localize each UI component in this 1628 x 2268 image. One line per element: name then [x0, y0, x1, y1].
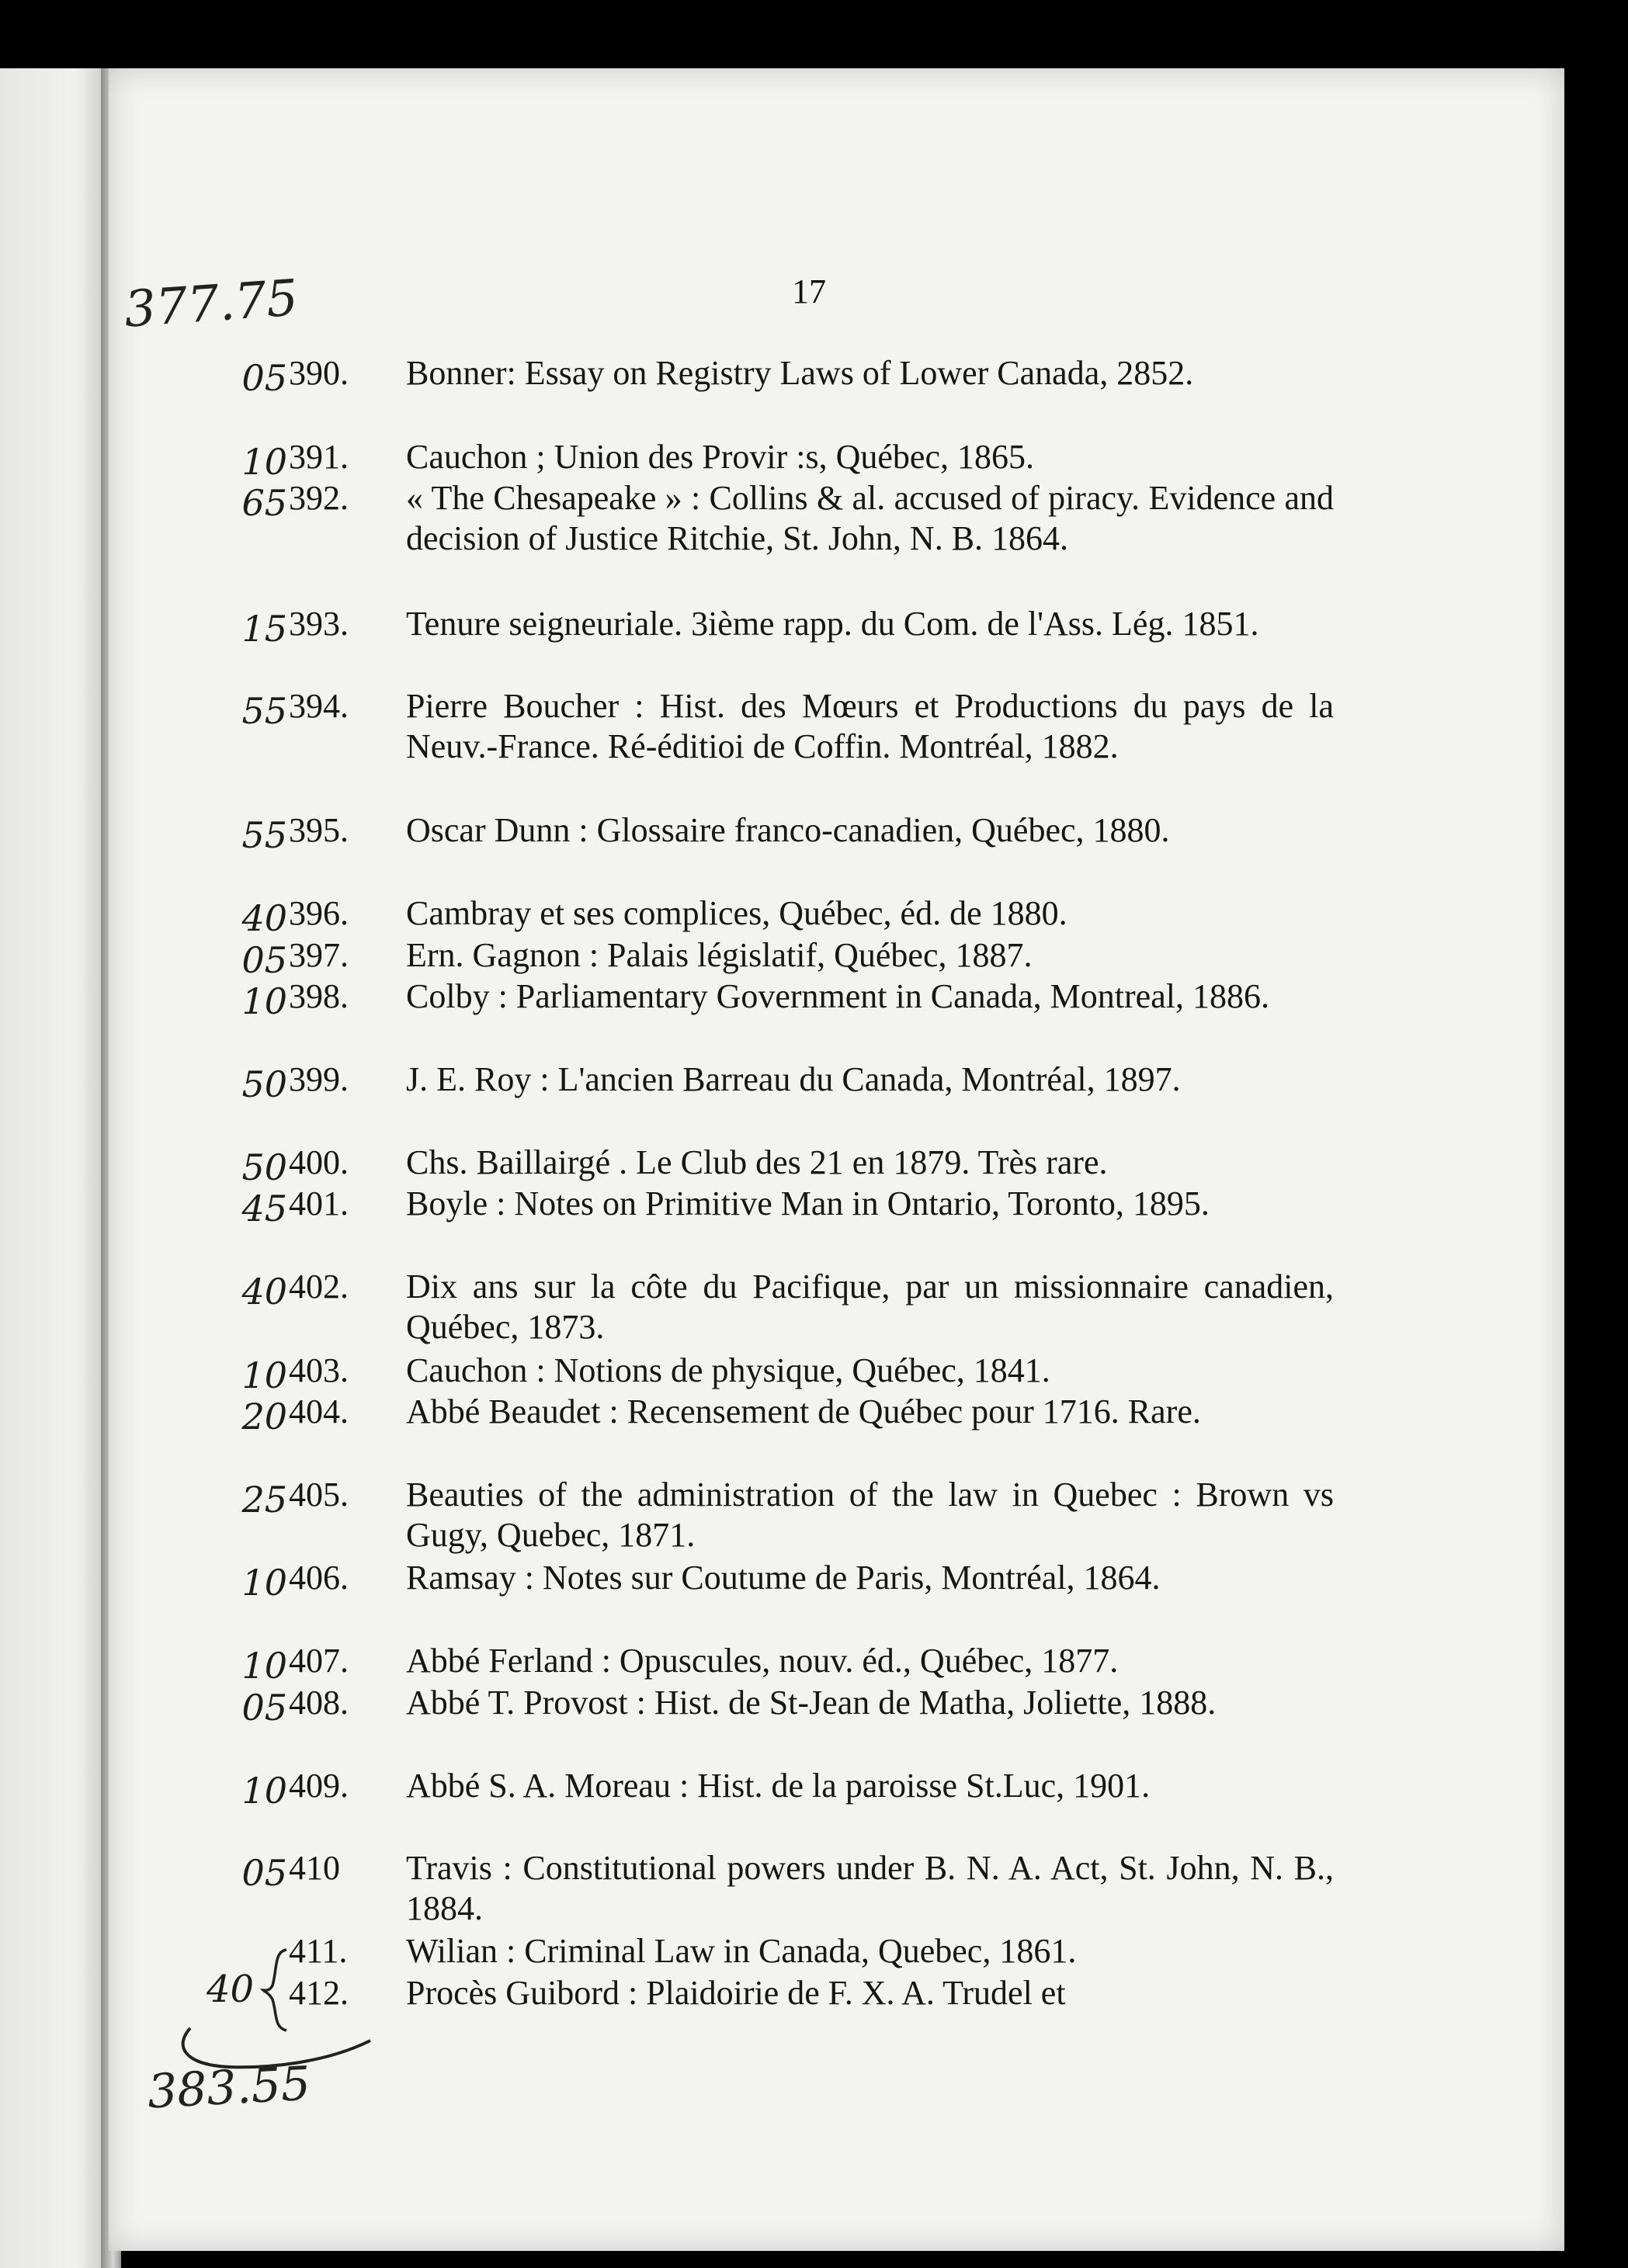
entry-text: Chs. Baillairgé . Le Club des 21 en 1879. Très rare. — [406, 1143, 1108, 1181]
entry-number: 403. — [289, 1351, 349, 1389]
entry-text: Abbé Ferland : Opuscules, nouv. éd., Québec, 1877. — [406, 1642, 1119, 1680]
handwritten-bracket-price: 40 — [207, 1968, 255, 2011]
handwritten-price: 05 — [241, 1687, 287, 1729]
handwritten-price: 55 — [241, 690, 287, 732]
binding-edge — [0, 68, 109, 2268]
entry-text: J. E. Roy : L'ancien Barreau du Canada, Montréal, 1897. — [406, 1060, 1181, 1098]
entry-number: 410 — [289, 1849, 340, 1887]
entry-number: 394. — [289, 687, 349, 725]
handwritten-price: 50 — [241, 1063, 287, 1105]
handwritten-price: 40 — [241, 897, 287, 939]
entry-text: Bonner: Essay on Registry Laws of Lower Canada, 2852. — [406, 354, 1194, 392]
entry-number: 395. — [289, 811, 349, 849]
handwritten-price: 10 — [241, 441, 287, 483]
entry-text: Tenure seigneuriale. 3ième rapp. du Com. de l'Ass. Lég. 1851. — [406, 605, 1259, 643]
entry-text: Ramsay : Notes sur Coutume de Paris, Montréal, 1864. — [406, 1559, 1161, 1597]
entry-text: Boyle : Notes on Primitive Man in Ontario, Toronto, 1895. — [406, 1184, 1210, 1222]
entry-number: 409. — [289, 1767, 349, 1805]
entry-text: Dix ans sur la côte du Pacifique, par un missionnaire canadien, Québec, 1873. — [406, 1268, 1334, 1346]
entry-text: « The Chesapeake » : Collins & al. accused of piracy. Evidence and decision of Justice Ritchie, St. John, N. B. 1864. — [406, 479, 1334, 557]
entry-number: 393. — [289, 605, 349, 643]
entry-number: 401. — [289, 1184, 349, 1222]
entry-text: Cambray et ses complices, Québec, éd. de 1880. — [406, 894, 1067, 932]
handwritten-price: 05 — [241, 357, 287, 399]
entry-text: Abbé Beaudet : Recensement de Québec pour 1716. Rare. — [406, 1392, 1201, 1431]
handwritten-price: 10 — [241, 1354, 287, 1396]
entry-text: Wilian : Criminal Law in Canada, Quebec, 1861. — [406, 1932, 1077, 1970]
entry-number: 392. — [289, 479, 349, 517]
entry-number: 405. — [289, 1476, 349, 1514]
entry-text: Pierre Boucher : Hist. des Mœurs et Productions du pays de la Neuv.-France. Ré-éditioi de Coffin. Montréal, 1882. — [406, 687, 1334, 765]
entry-text: Ern. Gagnon : Palais législatif, Québec, 1887. — [406, 936, 1033, 974]
handwritten-price: 10 — [241, 1562, 287, 1604]
entry-text: Colby : Parliamentary Government in Canada, Montreal, 1886. — [406, 977, 1269, 1015]
handwritten-price: 25 — [241, 1479, 287, 1521]
entry-number: 404. — [289, 1392, 349, 1431]
entry-number: 411. — [289, 1932, 348, 1970]
handwritten-price: 10 — [241, 980, 287, 1022]
handwritten-price: 45 — [241, 1188, 287, 1229]
handwritten-price: 50 — [241, 1146, 287, 1188]
handwritten-running-total: 377.75 — [122, 269, 300, 339]
handwritten-price: 10 — [241, 1645, 287, 1687]
entry-text: Oscar Dunn : Glossaire franco-canadien, Québec, 1880. — [406, 811, 1170, 849]
handwritten-bracket — [260, 1947, 291, 2032]
entry-text: Abbé S. A. Moreau : Hist. de la paroisse St.Luc, 1901. — [406, 1767, 1151, 1805]
handwritten-price: 65 — [241, 482, 287, 524]
entry-number: 406. — [289, 1559, 349, 1597]
entry-text: Cauchon ; Union des Provir :s, Québec, 1865. — [406, 438, 1034, 476]
entry-number: 396. — [289, 894, 349, 932]
entry-text: Abbé T. Provost : Hist. de St-Jean de Matha, Joliette, 1888. — [406, 1684, 1217, 1722]
entry-number: 400. — [289, 1143, 349, 1181]
entry-text: Procès Guibord : Plaidoirie de F. X. A. Trudel et — [406, 1974, 1066, 2012]
handwritten-price: 40 — [241, 1271, 287, 1313]
entry-number: 391. — [289, 438, 349, 476]
handwritten-final-total: 383.55 — [146, 2056, 312, 2120]
entry-number: 407. — [289, 1642, 349, 1680]
entry-number: 412. — [289, 1974, 349, 2012]
entry-number: 398. — [289, 977, 349, 1015]
handwritten-price: 55 — [241, 814, 287, 856]
entry-text: Beauties of the administration of the law in Quebec : Brown vs Gugy, Quebec, 1871. — [406, 1476, 1334, 1554]
entry-number: 408. — [289, 1684, 349, 1722]
entry-number: 390. — [289, 354, 349, 392]
entry-number: 397. — [289, 936, 349, 974]
page-number: 17 — [792, 272, 826, 310]
handwritten-price: 05 — [241, 1852, 287, 1894]
handwritten-price: 05 — [241, 939, 287, 981]
entry-text: Cauchon : Notions de physique, Québec, 1841. — [406, 1351, 1050, 1389]
entry-number: 402. — [289, 1268, 349, 1306]
entry-number: 399. — [289, 1060, 349, 1098]
handwritten-price: 20 — [241, 1396, 287, 1437]
entry-text: Travis : Constitutional powers under B. N. A. Act, St. John, N. B., 1884. — [406, 1849, 1334, 1927]
handwritten-price: 15 — [241, 608, 287, 650]
handwritten-price: 10 — [241, 1770, 287, 1812]
